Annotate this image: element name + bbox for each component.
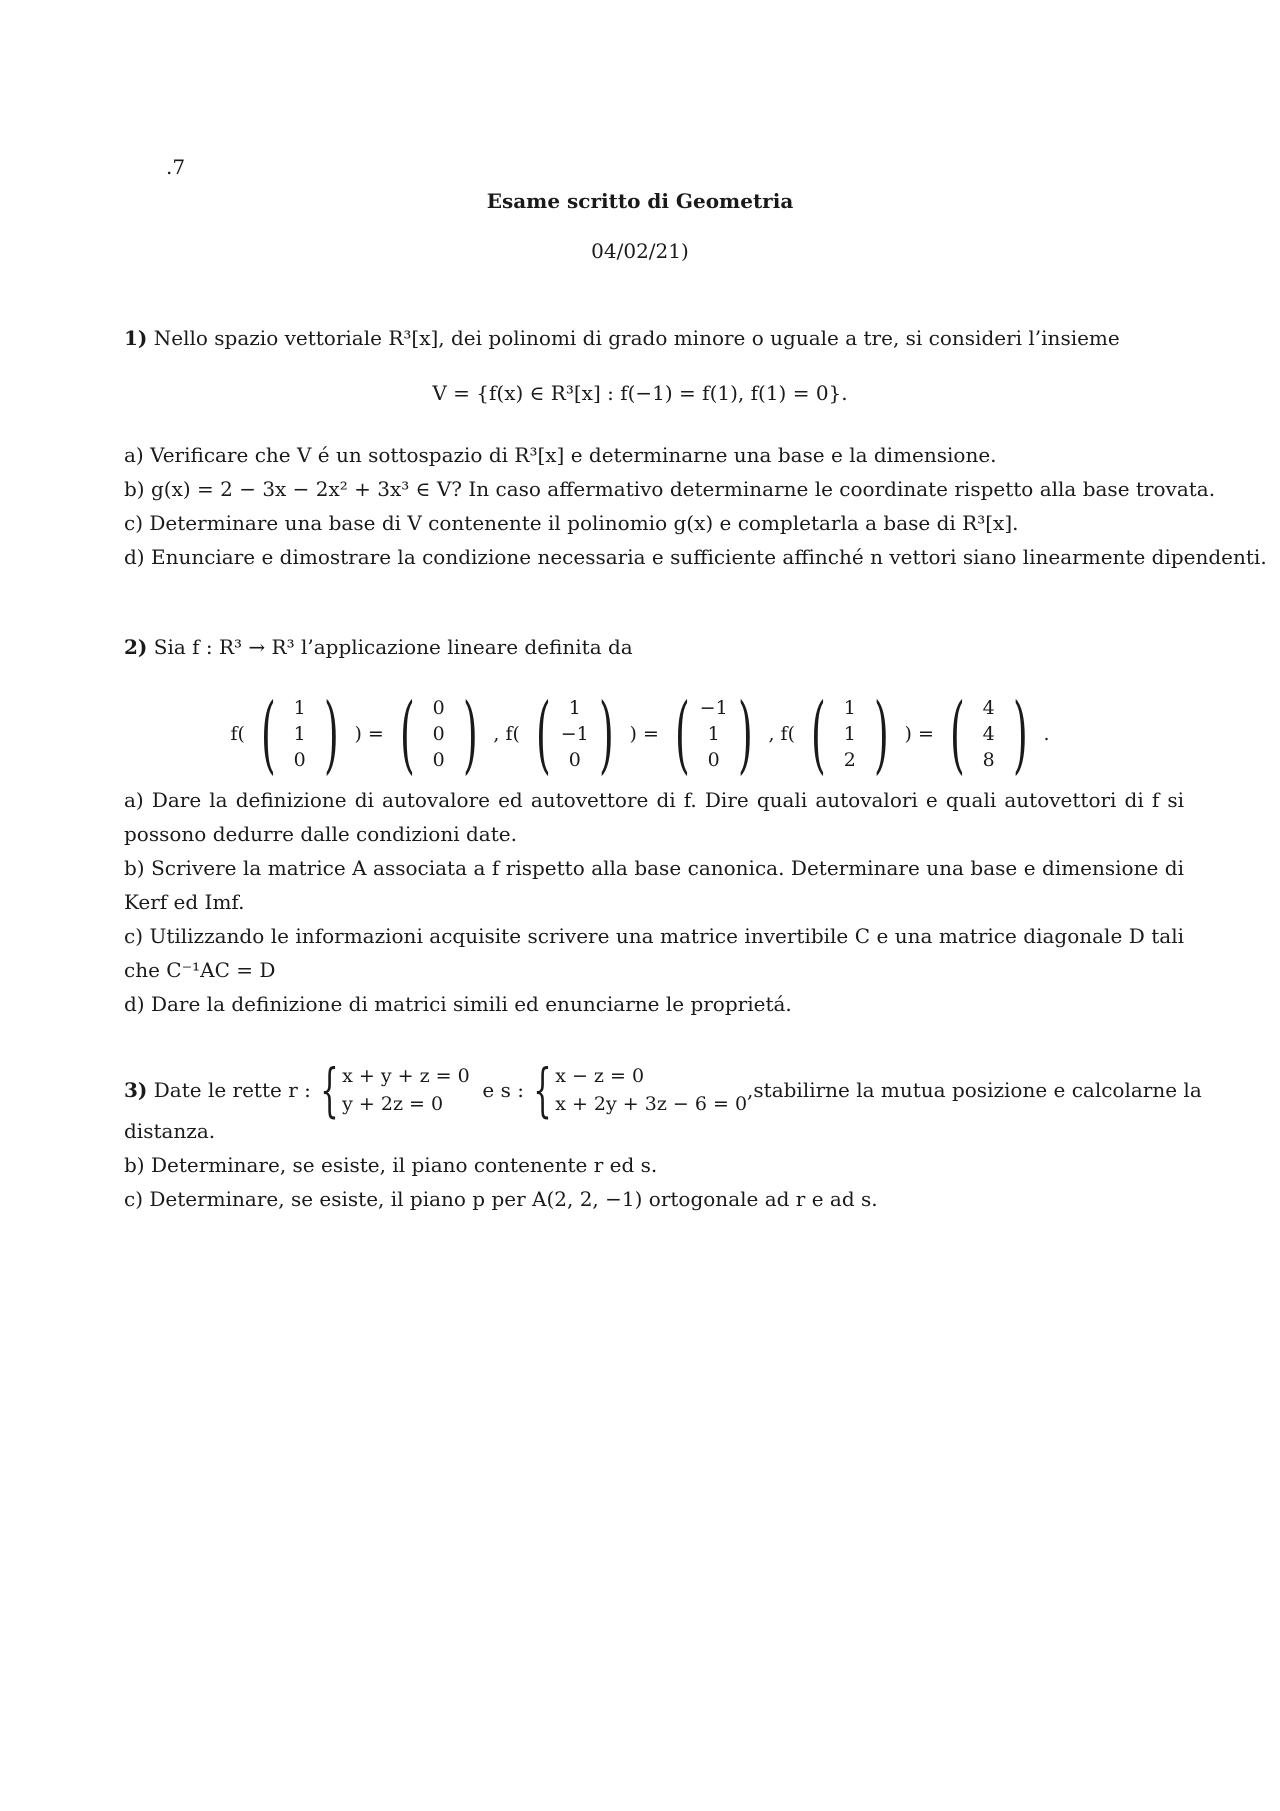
s-eq-1: x − z = 0: [555, 1065, 645, 1087]
vec-out-1-1: 0: [432, 723, 445, 745]
vec-in-1-0: 1: [293, 697, 306, 719]
vec-in-3-1: 1: [843, 723, 856, 745]
q1-item-c: c) Determinare una base di V contenente il polinomio g(x) e completarla a base di R³[x].: [124, 511, 1019, 535]
q2-item-b: b) Scrivere la matrice A associata a f rispetto alla base canonica. Determinare una base e dimensione di Kerf ed Imf.: [124, 856, 1184, 914]
close-eq-3: ) =: [904, 723, 934, 745]
r-brace: {: [320, 1056, 339, 1124]
q3-mid: e s :: [482, 1078, 524, 1102]
q2-items: [124, 783, 1184, 1021]
vec-out-1-0: 0: [432, 697, 445, 719]
vec-in-1-2: 0: [293, 749, 306, 771]
q3-lead: Date le rette r :: [153, 1078, 311, 1102]
vec-out-2-1: 1: [707, 723, 720, 745]
q1-intro: Nello spazio vettoriale R³[x], dei polinomi di grado minore o uguale a tre, si consideri l’insieme: [153, 326, 1120, 350]
page-number: .7: [166, 155, 186, 179]
vector-in-2: ( 1 −1 0 ): [535, 685, 614, 783]
q2-number: 2): [124, 635, 148, 659]
vec-out-2-2: 0: [707, 749, 720, 771]
sep-2: , f(: [768, 723, 795, 745]
q2-item-a: a) Dare la definizione di autovalore ed autovettore di f. Dire quali autovalori e quali autovettori di f si possono dedurre dalle condizioni date.: [124, 788, 1184, 846]
vector-in-1: ( 1 1 0 ): [260, 685, 339, 783]
s-eq-2: x + 2y + 3z − 6 = 0: [555, 1093, 748, 1115]
vec-out-3-0: 4: [982, 697, 995, 719]
q3-item-c: c) Determinare, se esiste, il piano p per A(2, 2, −1) ortogonale ad r e ad s.: [124, 1187, 878, 1211]
r-system: [342, 1062, 470, 1118]
close-eq-2: ) =: [629, 723, 659, 745]
vector-out-2: ( −1 1 0 ): [674, 685, 753, 783]
vec-in-1-1: 1: [293, 723, 306, 745]
vec-out-1-2: 0: [432, 749, 445, 771]
q1-item-b: b) g(x) = 2 − 3x − 2x² + 3x³ ∈ V? In caso affermativo determinarne le coordinate rispetto alla base trovata.: [124, 477, 1216, 501]
q1-number: 1): [124, 326, 148, 350]
q2-item-d: d) Dare la definizione di matrici simili ed enunciarne le proprietá.: [124, 992, 792, 1016]
q3-number: 3): [124, 1078, 148, 1102]
exam-title: Esame scritto di Geometria: [486, 189, 794, 213]
q1-items: [124, 438, 1267, 574]
q1-intro-line: [124, 321, 1184, 355]
close-eq-1: ) =: [354, 723, 384, 745]
q3-comma: ,: [747, 1078, 754, 1102]
r-eq-1: x + y + z = 0: [342, 1065, 470, 1087]
vec-in-2-1: −1: [560, 723, 589, 745]
vec-in-3-0: 1: [843, 697, 856, 719]
q2-item-c: c) Utilizzando le informazioni acquisite scrivere una matrice invertibile C e una matrice diagonale D tali che C⁻¹AC = D: [124, 924, 1184, 982]
vec-out-3-1: 4: [982, 723, 995, 745]
r-eq-2: y + 2z = 0: [342, 1093, 444, 1115]
s-system: [555, 1062, 747, 1118]
q3-tail-2: distanza.: [124, 1119, 216, 1143]
vec-out-2-0: −1: [699, 697, 728, 719]
q1-item-a: a) Verificare che V é un sottospazio di R³[x] e determinarne una base e la dimensione.: [124, 443, 997, 467]
f-label: f(: [230, 723, 245, 745]
vec-in-2-0: 1: [568, 697, 581, 719]
q3-lines-definition: [124, 1056, 1202, 1124]
q1-item-d: d) Enunciare e dimostrare la condizione necessaria e sufficiente affinché n vettori siano linearmente dipendenti.: [124, 545, 1267, 569]
q3-items: [124, 1114, 1184, 1216]
vector-out-1: ( 0 0 0 ): [399, 685, 478, 783]
vec-in-3-2: 2: [843, 749, 856, 771]
q3-tail: stabilirne la mutua posizione e calcolarne la: [753, 1078, 1202, 1102]
exam-date: 04/02/21): [591, 239, 689, 263]
q2-intro: Sia f : R³ → R³ l’applicazione lineare definita da: [153, 635, 633, 659]
end-period: .: [1043, 723, 1050, 745]
q3-item-b: b) Determinare, se esiste, il piano contenente r ed s.: [124, 1153, 658, 1177]
q1-set-definition: V = {f(x) ∈ R³[x] : f(−1) = f(1), f(1) = 0}.: [432, 381, 848, 405]
vector-out-3: ( 4 4 8 ): [949, 685, 1028, 783]
vec-out-3-2: 8: [982, 749, 995, 771]
q2-linear-map-definition: [0, 686, 1280, 782]
q2-intro-line: [124, 630, 1184, 664]
sep-1: , f(: [493, 723, 520, 745]
s-brace: {: [533, 1056, 552, 1124]
vec-in-2-2: 0: [568, 749, 581, 771]
vector-in-3: ( 1 1 2 ): [810, 685, 889, 783]
